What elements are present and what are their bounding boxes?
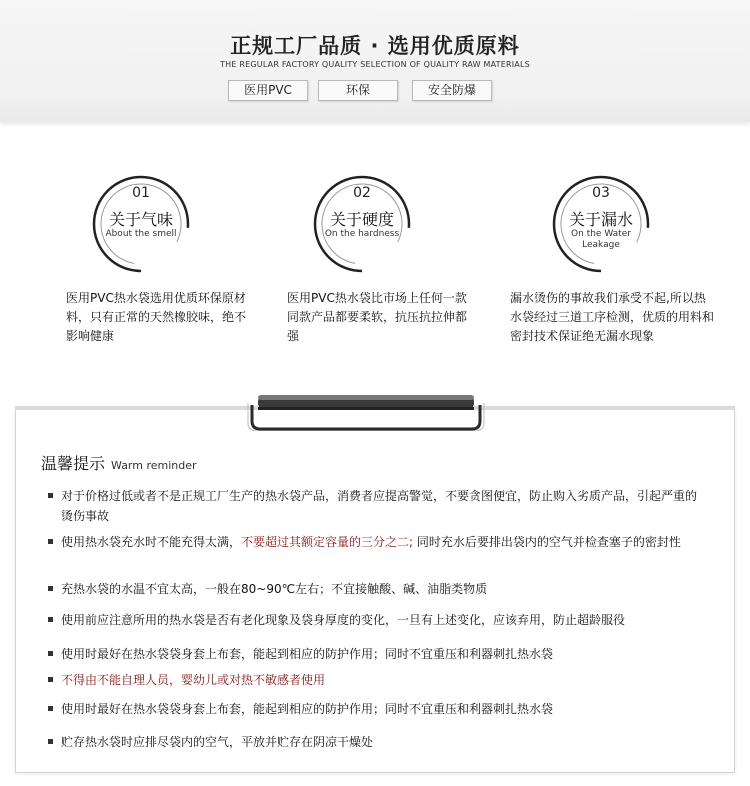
tag-medical-pvc: 医用PVC [228, 80, 308, 101]
feature-subtitle: About the smell [105, 229, 177, 239]
reminder-item [48, 486, 708, 526]
reminder-item-text: 充热水袋的水温不宜太高，一般在80~90℃左右；不宜接触酸、碱、油脂类物质 [61, 582, 488, 596]
reminder-item-text: 使用时最好在热水袋袋身套上布套，能起到相应的防护作用；同时不宜重压和利器刺扎热水袋 [61, 702, 554, 716]
reminder-item [48, 699, 708, 719]
header-title: 正规工厂品质 · 选用优质原料 [230, 34, 520, 58]
reminder-item-text: 贮存热水袋时应排尽袋内的空气，平放并贮存在阴凉干燥处 [61, 735, 374, 749]
reminder-item [48, 532, 708, 572]
feature-smell [81, 172, 201, 282]
bullet-icon [48, 617, 53, 622]
feature-description: 医用PVC热水袋比市场上任何一款同款产品都要柔软，抗压抗拉伸都强 [287, 291, 468, 343]
bullet-icon [48, 651, 53, 656]
bullet-icon [48, 586, 53, 591]
reminder-item-text: 使用时最好在热水袋袋身套上布套，能起到相应的防护作用；同时不宜重压和利器刺扎热水袋 [61, 647, 554, 661]
reminder-item [48, 644, 708, 664]
tag-eco: 环保 [318, 80, 398, 101]
feature-number: 03 [592, 185, 610, 201]
reminder-item-text: 使用前应注意所用的热水袋是否有老化现象及袋身厚度的变化，一旦有上述变化，应该弃用，防止超龄服役 [61, 613, 626, 627]
feature-title: 关于气味 [108, 210, 173, 229]
header-subtitle: THE REGULAR FACTORY QUALITY SELECTION OF QUALITY RAW MATERIALS [220, 60, 530, 69]
feature-title: 关于硬度 [329, 210, 394, 229]
feature-number: 02 [353, 185, 371, 201]
feature-subtitle: On the Water Leakage [571, 229, 631, 250]
reminder-item-warning: 不得由不能自理人员，婴幼儿或对热不敏感者使用 [61, 673, 326, 687]
reminder-item-text-normal: 使用热水袋充水时不能充得太满， [61, 535, 242, 549]
feature-description: 漏水烫伤的事故我们承受不起,所以热水袋经过三道工序检测，优质的用料和密封技术保证绝无漏水现象 [510, 291, 715, 343]
bullet-icon [48, 706, 53, 711]
reminder-item-text: 对于价格过低或者不是正规工厂生产的热水袋产品，消费者应提高警觉，不要贪图便宜，防止购入劣质产品，引起严重的烫伤事故 [61, 489, 698, 523]
bullet-icon [48, 493, 53, 498]
feature-number: 01 [132, 185, 150, 201]
reminder-item-text-normal: 同时充水后要排出袋内的空气并检查塞子的密封性 [413, 535, 681, 549]
feature-leakage [541, 172, 661, 282]
paper-clip-icon [246, 391, 486, 431]
reminder-title-cn: 温馨提示 [41, 454, 106, 473]
bullet-icon [48, 739, 53, 744]
reminder-item [48, 610, 708, 630]
reminder-item-text [61, 532, 706, 552]
header-banner [0, 0, 750, 122]
tag-explosion-proof: 安全防爆 [412, 80, 492, 101]
reminder-item [48, 732, 708, 752]
feature-hardness [302, 172, 422, 282]
feature-subtitle: On the hardness [324, 229, 400, 239]
feature-description: 医用PVC热水袋选用优质环保原材料，只有正常的天然橡胶味，绝不影响健康 [66, 291, 247, 343]
bullet-icon [48, 677, 53, 682]
reminder-item [48, 579, 708, 599]
bullet-icon [48, 539, 53, 544]
reminder-title [41, 451, 197, 474]
feature-title: 关于漏水 [568, 210, 633, 229]
reminder-item-warning: 不要超过其额定容量的三分之二; [241, 535, 414, 549]
reminder-item [48, 670, 708, 690]
reminder-title-en: Warm reminder [111, 459, 197, 472]
